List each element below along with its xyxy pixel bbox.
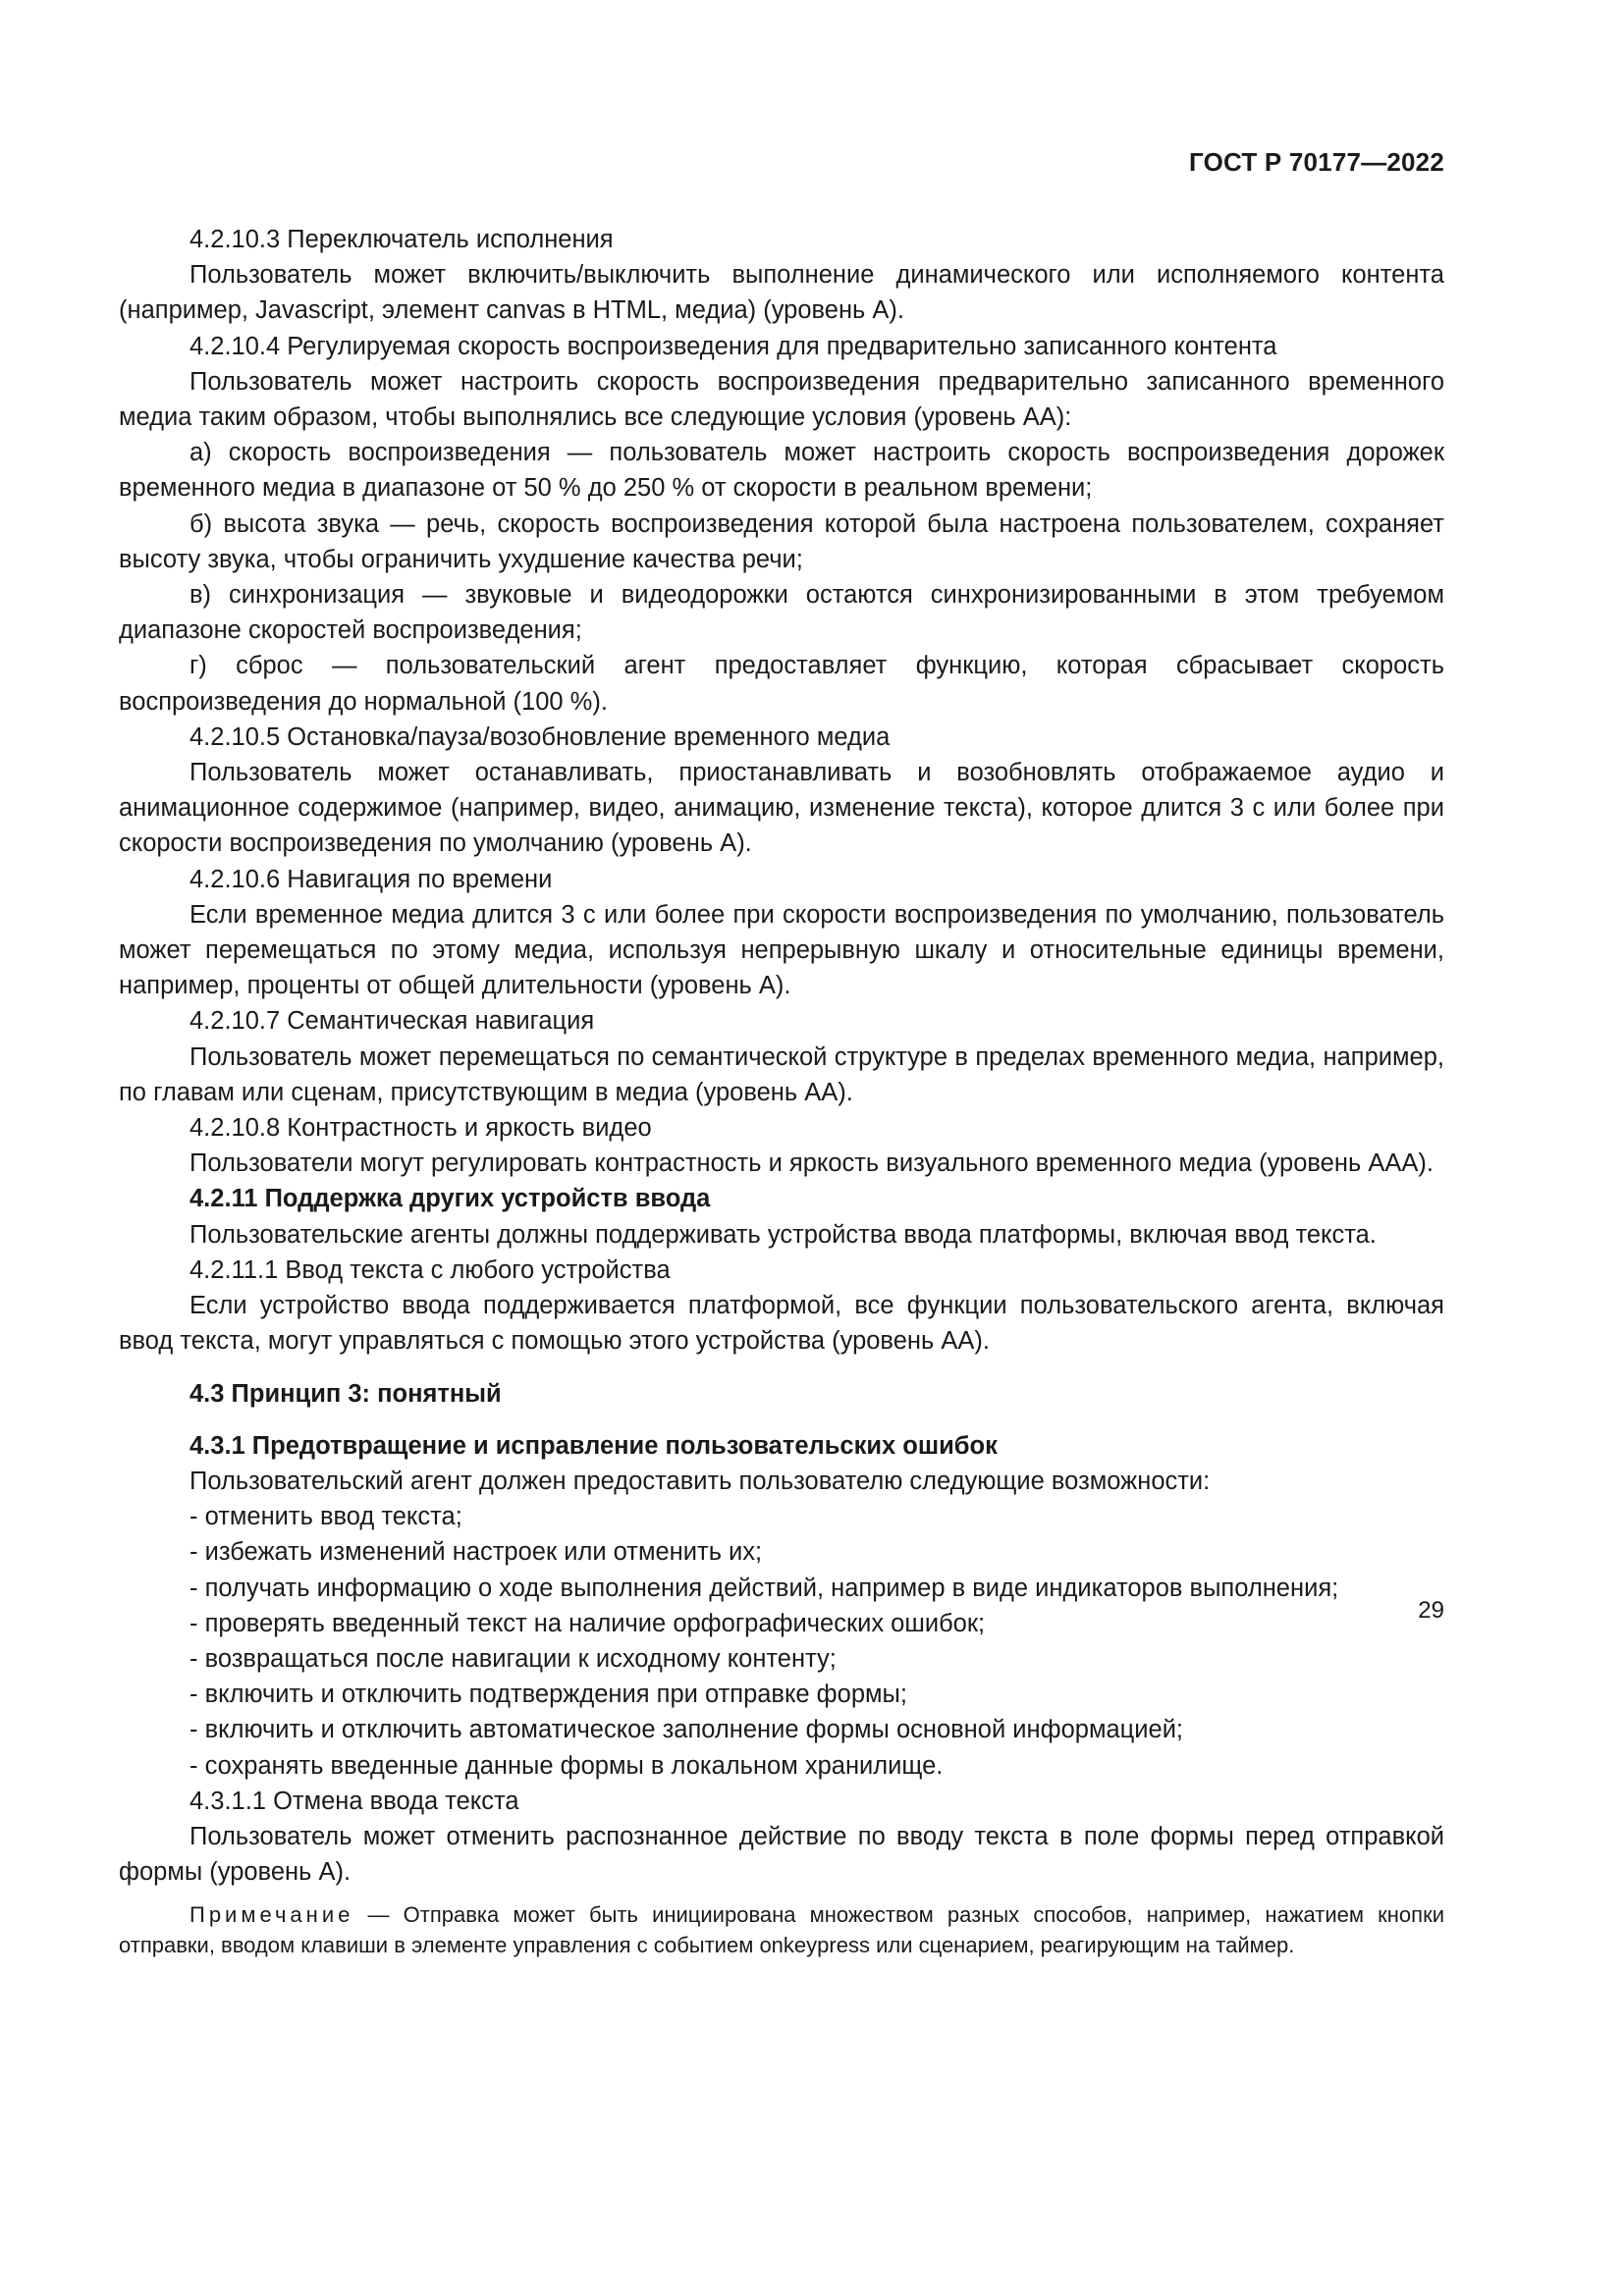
body-paragraph: Пользовательский агент должен предоставить пользователю следующие возможности: — [189, 1467, 1211, 1495]
list-item: - проверять введенный текст на наличие орфографических ошибок; — [189, 1609, 986, 1637]
subsection-heading: 4.3.1.1 Отмена ввода текста — [189, 1787, 519, 1815]
section-heading-4-3: 4.3 Принцип 3: понятный — [189, 1379, 502, 1408]
body-paragraph: Пользователь может перемещаться по семантической структуре в пределах временного медиа, например, по главам или сценам, присутствующим в медиа (уровень АА). — [119, 1042, 1444, 1106]
list-item: - включить и отключить подтверждения при отправке формы; — [189, 1681, 907, 1709]
body-paragraph: Пользовательские агенты должны поддерживать устройства ввода платформы, включая ввод текста. — [189, 1220, 1377, 1249]
body-paragraph: в) синхронизация — звуковые и видеодорожки остаются синхронизированными в этом требуемом диапазоне скоростей воспроизведения; — [119, 581, 1444, 645]
document-code-header: ГОСТ Р 70177—2022 — [1189, 147, 1444, 177]
body-paragraph: Пользователь может включить/выключить выполнение динамического или исполняемого контента (например, Javascript, элемент canvas в HTML, медиа) (уровень А). — [119, 261, 1444, 325]
subsection-heading: 4.2.10.4 Регулируемая скорость воспроизведения для предварительно записанного контента — [189, 332, 1277, 360]
body-paragraph: Пользователь может настроить скорость воспроизведения предварительно записанного временного медиа таким образом, чтобы выполнялись все следующие условия (уровень АА): — [119, 367, 1444, 432]
subsection-heading: 4.2.10.6 Навигация по времени — [189, 865, 553, 893]
page-number: 29 — [1418, 1597, 1444, 1624]
section-heading-4-3-1: 4.3.1 Предотвращение и исправление пользовательских ошибок — [189, 1431, 998, 1460]
body-paragraph: г) сброс — пользовательский агент предоставляет функцию, которая сбрасывает скорость воспроизведения до нормальной (100 %). — [119, 652, 1444, 716]
subsection-heading: 4.2.10.3 Переключатель исполнения — [189, 226, 614, 253]
body-paragraph: Пользователь может отменить распознанное действие по вводу текста в поле формы перед отправкой формы (уровень А). — [119, 1822, 1444, 1887]
section-heading-4-2-11: 4.2.11 Поддержка других устройств ввода — [189, 1185, 711, 1213]
capabilities-list — [119, 1499, 1444, 1784]
body-paragraph: Пользователь может останавливать, приостанавливать и возобновлять отображаемое аудио и анимационное содержимое (например, видео, анимацию, изменение текста), которое длится 3 с или более при скорости воспроизведения по умолчанию (уровень А). — [119, 759, 1444, 858]
list-item: - получать информацию о ходе выполнения действий, например в виде индикаторов выполнения; — [189, 1574, 1339, 1602]
body-paragraph: Если устройство ввода поддерживается платформой, все функции пользовательского агента, включая ввод текста, могут управляться с помощью этого устройства (уровень АА). — [119, 1292, 1444, 1356]
list-item: - сохранять введенные данные формы в локальном хранилище. — [189, 1751, 944, 1780]
body-paragraph: а) скорость воспроизведения — пользователь может настроить скорость воспроизведения дорожек временного медиа в диапазоне от 50 % до 250 % от скорости в реальном времени; — [119, 439, 1444, 503]
body-paragraph: Если временное медиа длится 3 с или более при скорости воспроизведения по умолчанию, пользователь может перемещаться по этому медиа, используя непрерывную шкалу и относительные единицы времени, например, проценты от общей длительности (уровень А). — [119, 900, 1444, 1000]
list-item: - включить и отключить автоматическое заполнение формы основной информацией; — [189, 1716, 1184, 1744]
body-paragraph: Пользователи могут регулировать контрастность и яркость визуального временного медиа (уровень ААА). — [189, 1149, 1434, 1178]
list-item: - избежать изменений настроек или отменить их; — [189, 1538, 763, 1567]
subsection-heading: 4.2.11.1 Ввод текста с любого устройства — [189, 1255, 671, 1284]
page-content — [119, 222, 1444, 1960]
note — [119, 1899, 1444, 1960]
list-item: - отменить ввод текста; — [189, 1503, 462, 1531]
subsection-heading: 4.2.10.7 Семантическая навигация — [189, 1007, 595, 1036]
list-item: - возвращаться после навигации к исходному контенту; — [189, 1644, 837, 1673]
subsection-heading: 4.2.10.8 Контрастность и яркость видео — [189, 1114, 652, 1143]
note-text: — Отправка может быть инициирована множеством разных способов, например, нажатием кнопки отправки, вводом клавиши в элементе управления с событием onkeypress или сценарием, реагирующим на таймер. — [119, 1902, 1444, 1958]
subsection-heading: 4.2.10.5 Остановка/пауза/возобновление временного медиа — [189, 722, 891, 751]
note-label: Примечание — [189, 1902, 354, 1928]
body-paragraph: б) высота звука — речь, скорость воспроизведения которой была настроена пользователем, сохраняет высоту звука, чтобы ограничить ухудшение качества речи; — [119, 509, 1444, 573]
